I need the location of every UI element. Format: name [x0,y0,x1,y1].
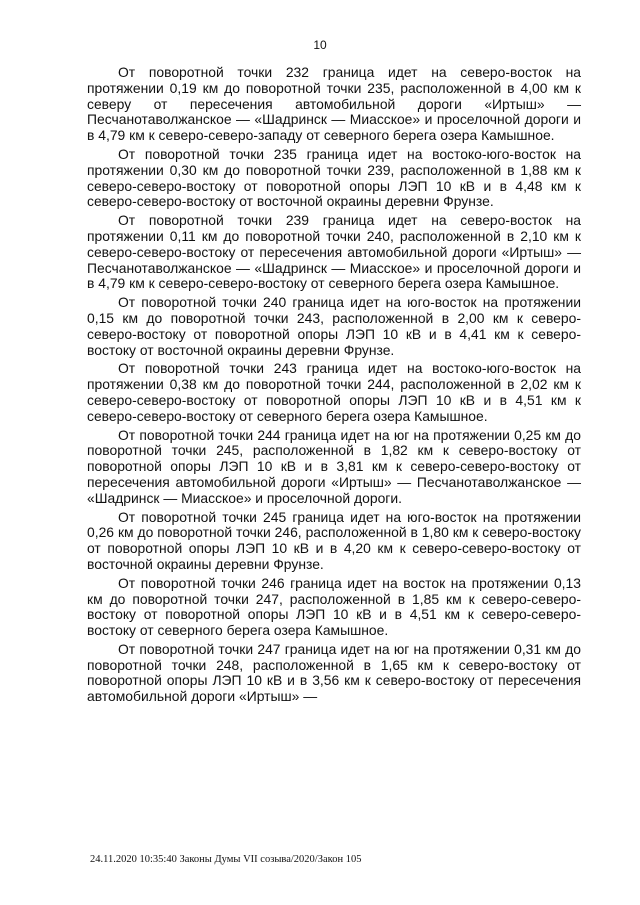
paragraph: От поворотной точки 244 граница идет на юг на протяжении 0,25 км до поворотной точки 245, расположенной в 1,82 км к северо-востоку от поворотной опоры ЛЭП 10 кВ и в 3,81 км к северо-северо-востоку от пересечения автомобильной дороги «Иртыш» — Песчанотаволжанское — «Шадринск — Миасское» и проселочной дороги. [87,426,581,506]
paragraph: От поворотной точки 243 граница идет на востоко-юго-восток на протяжении 0,38 км до поворотной точки 244, расположенной в 2,02 км к северо-северо-востоку от поворотной опоры ЛЭП 10 кВ и в 4,51 км к северо-северо-востоку от северного берега озера Камышное. [87,360,581,424]
paragraph: От поворотной точки 235 граница идет на востоко-юго-восток на протяжении 0,30 км до поворотной точки 239, расположенной в 1,88 км к северо-северо-востоку от поворотной опоры ЛЭП 10 кВ и в 4,48 км к северо-северо-востоку от восточной окраины деревни Фрунзе. [87,145,581,210]
paragraph: От поворотной точки 246 граница идет на восток на протяжении 0,13 км до поворотной точки 247, расположенной в 1,85 км к северо-северо-востоку от поворотной опоры ЛЭП 10 кВ и в 4,51 км к северо-северо-востоку от северного берега озера Камышное. [87,574,581,639]
paragraph: От поворотной точки 239 граница идет на северо-восток на протяжении 0,11 км до поворотной точки 240, расположенной в 2,10 км к северо-северо-востоку от пересечения автомобильной дороги «Иртыш» — Песчанотаволжанское — «Шадринск — Миасское» и проселочной дороги и в 4,79 км к северо-северо-востоку от северного берега озера Камышное. [87,212,581,292]
document-footer: 24.11.2020 10:35:40 Законы Думы VII созыва/2020/Закон 105 [90,854,362,865]
paragraph: От поворотной точки 245 граница идет на юго-восток на протяжении 0,26 км до поворотной точки 246, расположенной в 1,80 км к северо-востоку от поворотной опоры ЛЭП 10 кВ и в 4,20 км к северо-северо-востоку от восточной окраины деревни Фрунзе. [87,508,581,572]
document-body [87,65,581,708]
paragraph: От поворотной точки 247 граница идет на юг на протяжении 0,31 км до поворотной точки 248, расположенной в 1,65 км к северо-востоку от поворотной опоры ЛЭП 10 кВ и в 3,56 км к северо-востоку от пересечения автомобильной дороги «Иртыш» — [87,640,581,705]
page-number: 10 [313,38,327,52]
paragraph: От поворотной точки 240 граница идет на юго-восток на протяжении 0,15 км до поворотной точки 243, расположенной в 2,00 км к северо-северо-востоку от поворотной опоры ЛЭП 10 кВ и в 4,41 км к северо-востоку от восточной окраины деревни Фрунзе. [87,294,581,358]
paragraph: От поворотной точки 232 граница идет на северо-восток на протяжении 0,19 км до поворотной точки 235, расположенной в 4,00 км к северу от пересечения автомобильной дороги «Иртыш» — Песчанотаволжанское — «Шадринск — Миасское» и проселочной дороги и в 4,79 км к северо-северо-западу от северного берега озера Камышное. [87,64,581,144]
